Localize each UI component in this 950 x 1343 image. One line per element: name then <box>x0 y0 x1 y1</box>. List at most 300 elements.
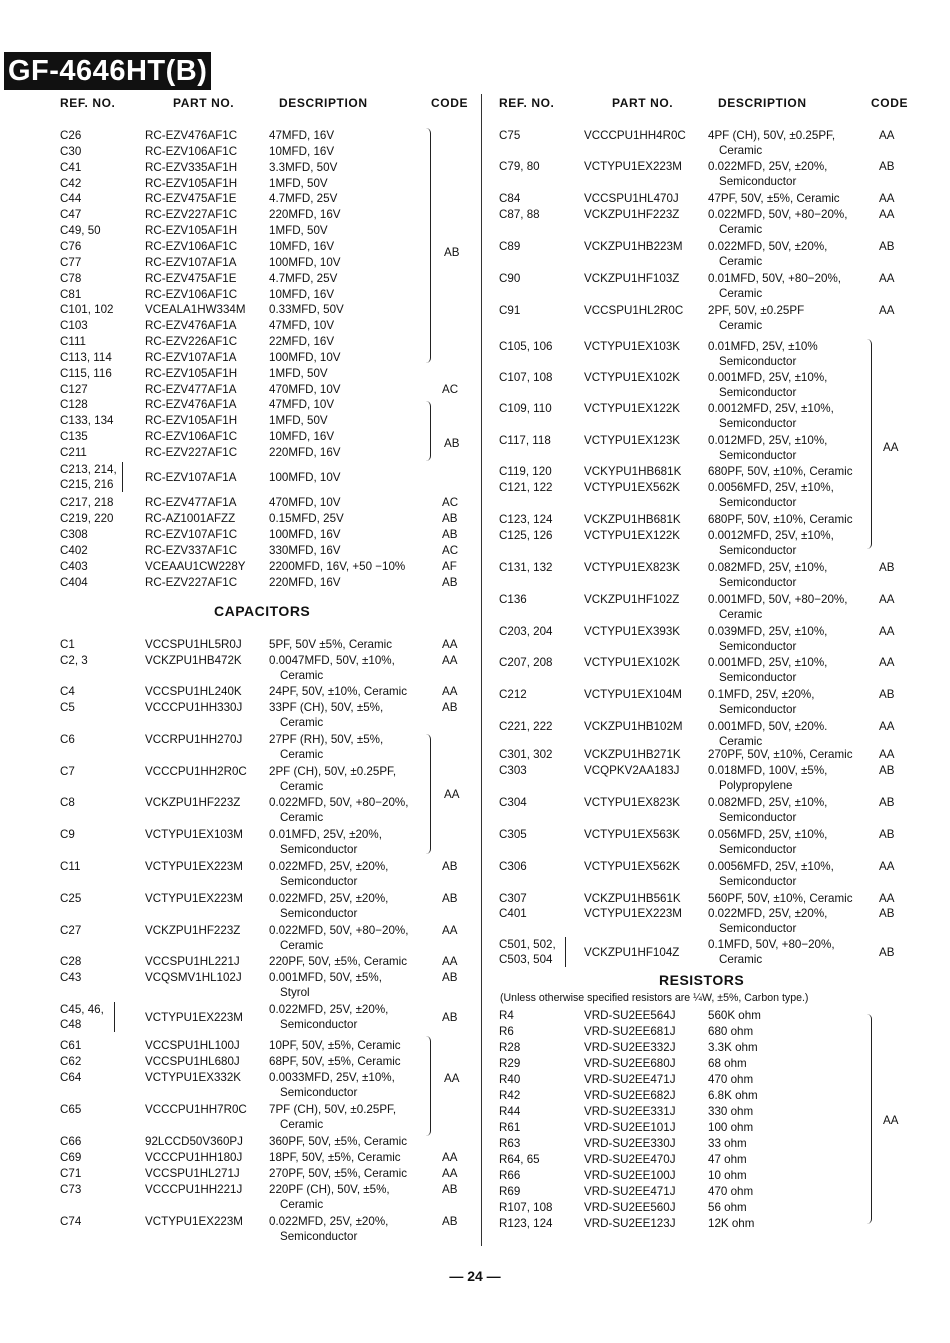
parts-row <box>58 1002 473 1034</box>
code: AB <box>879 828 895 841</box>
code: AA <box>879 656 895 669</box>
ref-no: C211 <box>60 446 87 459</box>
description-line2: Ceramic <box>280 748 324 761</box>
code: AA <box>442 638 458 651</box>
ref-no: C62 <box>60 1055 82 1068</box>
code: AB <box>442 576 458 589</box>
ref-no: C402 <box>60 544 88 557</box>
description: 470 ohm <box>708 1073 754 1086</box>
description: 1MFD, 50V <box>269 176 328 190</box>
part-no: VCKZPU1HB102M <box>584 720 683 733</box>
part-no: RC-EZV477AF1A <box>145 382 237 396</box>
code: AA <box>879 304 895 317</box>
header-description: DESCRIPTION <box>279 96 368 110</box>
part-no: VCKZPU1HB271K <box>584 748 681 761</box>
ref-no: C127 <box>60 382 88 396</box>
part-no: VRD-SU2EE332J <box>584 1041 676 1054</box>
description: 56 ohm <box>708 1201 747 1214</box>
header-part-no: PART NO. <box>612 96 674 110</box>
ref-no: R29 <box>499 1057 521 1070</box>
code: AA <box>442 1167 458 1180</box>
ref-no: C503, 504 <box>499 953 553 966</box>
code: AB <box>879 907 895 920</box>
part-no: VRD-SU2EE560J <box>584 1201 676 1214</box>
ref-no: C203, 204 <box>499 625 553 638</box>
description: 0.018MFD, 100V, ±5%, <box>708 764 828 777</box>
description: 560PF, 50V, ±10%, Ceramic <box>708 892 853 905</box>
ref-no: C79, 80 <box>499 160 540 173</box>
ref-no: C215, 216 <box>60 478 114 491</box>
description: 27PF (RH), 50V, ±5%, <box>269 733 384 746</box>
description-line2: Ceramic <box>280 811 324 824</box>
description: 10PF, 50V, ±5%, Ceramic <box>269 1039 401 1052</box>
description: 0.022MFD, 50V, +80−20%, <box>269 924 409 937</box>
description: 24PF, 50V, ±10%, Ceramic <box>269 685 408 698</box>
code: AA <box>879 720 895 733</box>
ref-bracket <box>122 462 124 492</box>
part-no: VCKZPU1HB561K <box>584 892 681 905</box>
group-brace <box>426 1036 431 1136</box>
description: 0.0033MFD, 25V, ±10%, <box>269 1071 395 1084</box>
part-no: VRD-SU2EE330J <box>584 1137 676 1150</box>
part-no: VCTYPU1EX562K <box>584 860 681 873</box>
description: 18PF, 50V, ±5%, Ceramic <box>269 1151 401 1164</box>
description-line2: Semiconductor <box>719 175 797 188</box>
part-no: RC-EZV105AF1H <box>145 176 238 190</box>
ref-no: C91 <box>499 304 521 317</box>
ref-bracket <box>114 1002 116 1032</box>
description: 0.001MFD, 50V, +80−20%, <box>708 593 848 606</box>
part-no: VCTYPU1EX393K <box>584 625 681 638</box>
description: 470MFD, 10V <box>269 382 341 396</box>
code: AA <box>879 625 895 638</box>
part-no: VCQSMV1HL102J <box>145 971 242 984</box>
part-no: VCKYPU1HB681K <box>584 465 682 478</box>
code: AB <box>442 860 458 873</box>
code: AC <box>442 382 459 396</box>
description: 0.022MFD, 25V, ±20%, <box>269 1215 389 1228</box>
ref-no: C81 <box>60 287 82 301</box>
part-no: VRD-SU2EE680J <box>584 1057 676 1070</box>
parts-row <box>58 462 473 494</box>
part-no: VCEALA1HW334M <box>145 303 246 317</box>
ref-no: C78 <box>60 271 82 285</box>
header-description: DESCRIPTION <box>718 96 807 110</box>
part-no: VRD-SU2EE123J <box>584 1217 676 1230</box>
part-no: RC-EZV106AF1C <box>145 239 238 253</box>
group-code: AB <box>444 437 460 450</box>
description: 680PF, 50V, ±10%, Ceramic <box>708 465 853 478</box>
ref-no: C207, 208 <box>499 656 553 669</box>
ref-no: C401 <box>499 907 527 920</box>
description: 4.7MFD, 25V <box>269 271 338 285</box>
part-no: VCTYPU1EX332K <box>145 1071 242 1084</box>
description-line2: Semiconductor <box>719 544 797 557</box>
part-no: VCCSPU1HL680J <box>145 1055 240 1068</box>
part-no: VCTYPU1EX122K <box>584 402 681 415</box>
description: 2200MFD, 16V, +50 −10% <box>269 560 406 573</box>
code: AB <box>879 561 895 574</box>
code: AB <box>442 1011 458 1024</box>
description: 0.01MFD, 50V, +80−20%, <box>708 272 841 285</box>
code: AB <box>442 892 458 905</box>
ref-no: C87, 88 <box>499 208 540 221</box>
description: 270PF, 50V, ±5%, Ceramic <box>269 1167 408 1180</box>
description: 0.022MFD, 25V, ±20%, <box>708 907 828 920</box>
description: 0.082MFD, 25V, ±10%, <box>708 561 828 574</box>
part-no: VCKZPU1HF223Z <box>145 796 241 809</box>
code: AA <box>879 272 895 285</box>
code: AB <box>442 701 458 714</box>
code: AB <box>442 971 458 984</box>
code: AA <box>879 860 895 873</box>
description: 0.0012MFD, 25V, ±10%, <box>708 402 834 415</box>
part-no: VCTYPU1EX104M <box>584 688 682 701</box>
part-no: VCTYPU1EX122K <box>584 529 681 542</box>
ref-no: C41 <box>60 160 82 174</box>
code: AB <box>442 1215 458 1228</box>
description-line2: Semiconductor <box>719 811 797 824</box>
part-no: VCTYPU1EX223M <box>145 1011 243 1024</box>
part-no: VCCSPU1HL221J <box>145 955 240 968</box>
resistors-note: (Unless otherwise specified resistors are ¼W, ±5%, Carbon type.) <box>500 992 809 1004</box>
part-no: VCCSPU1HL5R0J <box>145 638 242 651</box>
code: AA <box>442 685 458 698</box>
ref-no: C404 <box>60 576 88 589</box>
ref-no: C133, 134 <box>60 414 114 428</box>
ref-no: C75 <box>499 129 521 142</box>
ref-no: C9 <box>60 828 75 841</box>
description-line2: Ceramic <box>719 608 763 621</box>
part-no: RC-EZV105AF1H <box>145 224 238 238</box>
part-no: VCCSPU1HL271J <box>145 1167 240 1180</box>
column-divider <box>481 94 482 1246</box>
description: 68PF, 50V, ±5%, Ceramic <box>269 1055 401 1068</box>
description: 5PF, 50V ±5%, Ceramic <box>269 638 392 651</box>
part-no: VCTYPU1EX223M <box>584 907 682 920</box>
description: 0.33MFD, 50V <box>269 303 344 317</box>
description: 4PF (CH), 50V, ±0.25PF, <box>708 129 836 142</box>
group-code: AA <box>444 788 460 801</box>
code: AB <box>879 796 895 809</box>
description: 0.022MFD, 25V, ±20%, <box>269 892 389 905</box>
ref-no: R66 <box>499 1169 521 1182</box>
description: 220PF, 50V, ±5%, Ceramic <box>269 955 408 968</box>
description: 220MFD, 16V <box>269 208 341 222</box>
description: 270PF, 50V, ±10%, Ceramic <box>708 748 853 761</box>
header-code: CODE <box>871 96 909 110</box>
description: 33PF (CH), 50V, ±5%, <box>269 701 384 714</box>
ref-no: C103 <box>60 319 88 333</box>
description-line2: Ceramic <box>280 669 324 682</box>
description: 12K ohm <box>708 1217 755 1230</box>
description: 10MFD, 16V <box>269 144 335 158</box>
ref-no: C212 <box>499 688 527 701</box>
part-no: VCTYPU1EX223M <box>584 160 682 173</box>
part-no: VCTYPU1EX102K <box>584 371 681 384</box>
page-number: — 24 — <box>449 1268 501 1284</box>
description-line2: Semiconductor <box>280 1086 358 1099</box>
ref-no: C5 <box>60 701 75 714</box>
part-no: RC-EZV476AF1A <box>145 319 237 333</box>
part-no: RC-EZV475AF1E <box>145 192 237 206</box>
ref-no: C84 <box>499 192 521 205</box>
ref-no: C43 <box>60 971 82 984</box>
group-brace <box>426 734 431 854</box>
part-no: VCTYPU1EX223M <box>145 1215 243 1228</box>
description-line2: Semiconductor <box>719 843 797 856</box>
description-line2: Ceramic <box>719 255 763 268</box>
part-no: VCCCPU1HH330J <box>145 701 243 714</box>
part-no: RC-EZV105AF1H <box>145 366 238 380</box>
ref-no: C4 <box>60 685 75 698</box>
description: 0.0056MFD, 25V, ±10%, <box>708 860 834 873</box>
part-no: VCKZPU1HF223Z <box>584 208 680 221</box>
ref-no: C77 <box>60 255 82 269</box>
part-no: VCTYPU1EX823K <box>584 561 681 574</box>
group-brace <box>867 339 872 549</box>
description: 4.7MFD, 25V <box>269 192 338 206</box>
ref-no: C7 <box>60 765 75 778</box>
ref-no: C217, 218 <box>60 496 114 509</box>
part-no: RC-EZV106AF1C <box>145 144 238 158</box>
code: AB <box>879 240 895 253</box>
description-line2: Ceramic <box>280 1118 324 1131</box>
header-part-no: PART NO. <box>173 96 235 110</box>
group-code: AA <box>444 1072 460 1085</box>
ref-no: C105, 106 <box>499 340 553 353</box>
description: 0.001MFD, 50V, ±20%. <box>708 720 828 733</box>
ref-no: C69 <box>60 1151 82 1164</box>
group-brace <box>426 128 431 363</box>
ref-no: C135 <box>60 430 88 444</box>
description: 220PF (CH), 50V, ±5%, <box>269 1183 390 1196</box>
description: 0.01MFD, 25V, ±20%, <box>269 828 382 841</box>
part-no: VRD-SU2EE470J <box>584 1153 676 1166</box>
ref-no: C308 <box>60 528 88 541</box>
ref-no: C28 <box>60 955 82 968</box>
part-no: VCKZPU1HB472K <box>145 654 242 667</box>
ref-no: C90 <box>499 272 521 285</box>
description: 330 ohm <box>708 1105 754 1118</box>
description: 470MFD, 10V <box>269 496 341 509</box>
part-no: VRD-SU2EE471J <box>584 1073 676 1086</box>
ref-no: C117, 118 <box>499 434 551 447</box>
description-line2: Semiconductor <box>719 386 797 399</box>
ref-no: C47 <box>60 208 82 222</box>
part-no: VCCSPU1HL100J <box>145 1039 240 1052</box>
description: 100MFD, 16V <box>269 528 341 541</box>
description: 560K ohm <box>708 1009 761 1022</box>
ref-no: R123, 124 <box>499 1217 553 1230</box>
code: AB <box>879 946 895 959</box>
part-no: VCTYPU1EX223M <box>145 892 243 905</box>
part-no: RC-EZV477AF1A <box>145 496 237 509</box>
description-line2: Semiconductor <box>719 449 797 462</box>
description: 100MFD, 10V <box>269 471 341 484</box>
part-no: RC-EZV337AF1C <box>145 544 238 557</box>
description-line2: Ceramic <box>719 287 763 300</box>
ref-no: C48 <box>60 1018 82 1031</box>
ref-no: C213, 214, <box>60 463 117 476</box>
description-line2: Ceramic <box>719 319 763 332</box>
part-no: RC-EZV107AF1A <box>145 471 237 484</box>
description: 0.082MFD, 25V, ±10%, <box>708 796 828 809</box>
description: 0.022MFD, 50V, +80−20%, <box>269 796 409 809</box>
description-line2: Ceramic <box>719 735 763 748</box>
part-no: VRD-SU2EE682J <box>584 1089 676 1102</box>
ref-no: R107, 108 <box>499 1201 553 1214</box>
part-no: RC-EZV107AF1A <box>145 255 237 269</box>
ref-no: C73 <box>60 1183 82 1196</box>
header-ref-no: REF. NO. <box>60 96 116 110</box>
ref-no: C101, 102 <box>60 303 114 317</box>
ref-no: C109, 110 <box>499 402 552 415</box>
description: 0.001MFD, 25V, ±10%, <box>708 371 828 384</box>
description-line2: Semiconductor <box>280 875 358 888</box>
ref-no: R42 <box>499 1089 521 1102</box>
part-no: RC-EZV107AF1C <box>145 528 238 541</box>
part-no: VCCCPU1HH7R0C <box>145 1103 247 1116</box>
description: 0.0047MFD, 50V, ±10%, <box>269 654 395 667</box>
code: AA <box>879 593 895 606</box>
model-title: GF-4646HT(B) <box>4 52 211 90</box>
ref-no: C307 <box>499 892 527 905</box>
part-no: RC-EZV106AF1C <box>145 430 238 444</box>
part-no: VCTYPU1EX103K <box>584 340 681 353</box>
ref-no: C303 <box>499 764 527 777</box>
part-no: RC-EZV335AF1H <box>145 160 238 174</box>
header-code: CODE <box>431 96 469 110</box>
description-line2: Semiconductor <box>719 671 797 684</box>
ref-no: C219, 220 <box>60 512 114 525</box>
code: AF <box>442 560 457 573</box>
ref-no: C107, 108 <box>499 371 553 384</box>
group-code: AA <box>883 441 899 454</box>
ref-no: C42 <box>60 176 82 190</box>
description-line2: Ceramic <box>719 144 763 157</box>
description: 1MFD, 50V <box>269 366 328 380</box>
description: 3.3K ohm <box>708 1041 758 1054</box>
part-no: VCKZPU1HB681K <box>584 513 681 526</box>
ref-no: R6 <box>499 1025 514 1038</box>
ref-no: C2, 3 <box>60 654 88 667</box>
description: 220MFD, 16V <box>269 446 341 459</box>
ref-no: C76 <box>60 239 82 253</box>
description: 0.022MFD, 50V, ±20%, <box>708 240 828 253</box>
part-no: VCCSPU1HL240K <box>145 685 242 698</box>
part-no: VCTYPU1EX103M <box>145 828 243 841</box>
description: 220MFD, 16V <box>269 576 341 589</box>
ref-no: C61 <box>60 1039 82 1052</box>
part-no: VCKZPU1HF223Z <box>145 924 241 937</box>
code: AA <box>879 192 895 205</box>
group-brace <box>426 401 431 461</box>
part-no: RC-EZV476AF1A <box>145 398 237 412</box>
description: 2PF, 50V, ±0.25PF <box>708 304 805 317</box>
parts-row <box>497 937 907 969</box>
part-no: VCTYPU1EX823K <box>584 796 681 809</box>
description: 0.1MFD, 50V, +80−20%, <box>708 938 835 951</box>
part-no: VRD-SU2EE100J <box>584 1169 676 1182</box>
description: 47PF, 50V, ±5%, Ceramic <box>708 192 840 205</box>
part-no: VCKZPU1HB223M <box>584 240 683 253</box>
description-line2: Semiconductor <box>280 1230 358 1243</box>
ref-no: C11 <box>60 860 81 873</box>
part-no: VRD-SU2EE681J <box>584 1025 676 1038</box>
description: 22MFD, 16V <box>269 335 335 349</box>
code: AA <box>442 654 458 667</box>
part-no: VCCCPU1HH2R0C <box>145 765 247 778</box>
description: 0.039MFD, 25V, ±10%, <box>708 625 828 638</box>
part-no: VRD-SU2EE564J <box>584 1009 676 1022</box>
description: 2PF (CH), 50V, ±0.25PF, <box>269 765 397 778</box>
description: 47 ohm <box>708 1153 747 1166</box>
description: 0.056MFD, 25V, ±10%, <box>708 828 828 841</box>
ref-bracket <box>565 937 567 967</box>
code: AA <box>879 129 895 142</box>
description: 0.01MFD, 25V, ±10% <box>708 340 818 353</box>
resistors-heading: RESISTORS <box>659 972 745 988</box>
description-line2: Semiconductor <box>280 843 358 856</box>
ref-no: C49, 50 <box>60 224 101 238</box>
description: 6.8K ohm <box>708 1089 758 1102</box>
description: 3.3MFD, 50V <box>269 160 338 174</box>
description: 47MFD, 10V <box>269 398 335 412</box>
ref-no: C26 <box>60 129 82 142</box>
description: 10MFD, 16V <box>269 239 335 253</box>
description: 360PF, 50V, ±5%, Ceramic <box>269 1135 408 1148</box>
ref-no: C74 <box>60 1215 82 1228</box>
ref-no: C113, 114 <box>60 350 112 364</box>
part-no: RC-EZV226AF1C <box>145 335 238 349</box>
part-no: VCCRPU1HH270J <box>145 733 243 746</box>
ref-no: C111 <box>60 335 86 349</box>
ref-no: C71 <box>60 1167 82 1180</box>
ref-no: C125, 126 <box>499 529 553 542</box>
ref-no: R63 <box>499 1137 521 1150</box>
part-no: VCTYPU1EX102K <box>584 656 681 669</box>
description: 0.022MFD, 25V, ±20%, <box>708 160 828 173</box>
description: 33 ohm <box>708 1137 747 1150</box>
part-no: VRD-SU2EE471J <box>584 1185 676 1198</box>
description: 470 ohm <box>708 1185 754 1198</box>
part-no: VCEAAU1CW228Y <box>145 560 246 573</box>
description-line2: Semiconductor <box>719 875 797 888</box>
description: 0.022MFD, 25V, ±20%, <box>269 1003 389 1016</box>
ref-no: C66 <box>60 1135 82 1148</box>
ref-no: C119, 120 <box>499 465 552 478</box>
part-no: VCCCPU1HH4R0C <box>584 129 686 142</box>
ref-no: R64, 65 <box>499 1153 540 1166</box>
ref-no: C304 <box>499 796 527 809</box>
part-no: RC-EZV105AF1H <box>145 414 238 428</box>
description-line2: Ceramic <box>280 1198 324 1211</box>
code: AB <box>879 160 895 173</box>
part-no: VCKZPU1HF102Z <box>584 593 680 606</box>
header-ref-no: REF. NO. <box>499 96 555 110</box>
part-no: VCCSPU1HL2R0C <box>584 304 684 317</box>
description: 47MFD, 10V <box>269 319 335 333</box>
code: AA <box>442 1151 458 1164</box>
description: 0.001MFD, 50V, ±5%, <box>269 971 382 984</box>
description: 1MFD, 50V <box>269 224 328 238</box>
description: 0.0056MFD, 25V, ±10%, <box>708 481 834 494</box>
description-line2: Styrol <box>280 986 310 999</box>
ref-no: C27 <box>60 924 82 937</box>
ref-no: C221, 222 <box>499 720 553 733</box>
part-no: VRD-SU2EE331J <box>584 1105 676 1118</box>
